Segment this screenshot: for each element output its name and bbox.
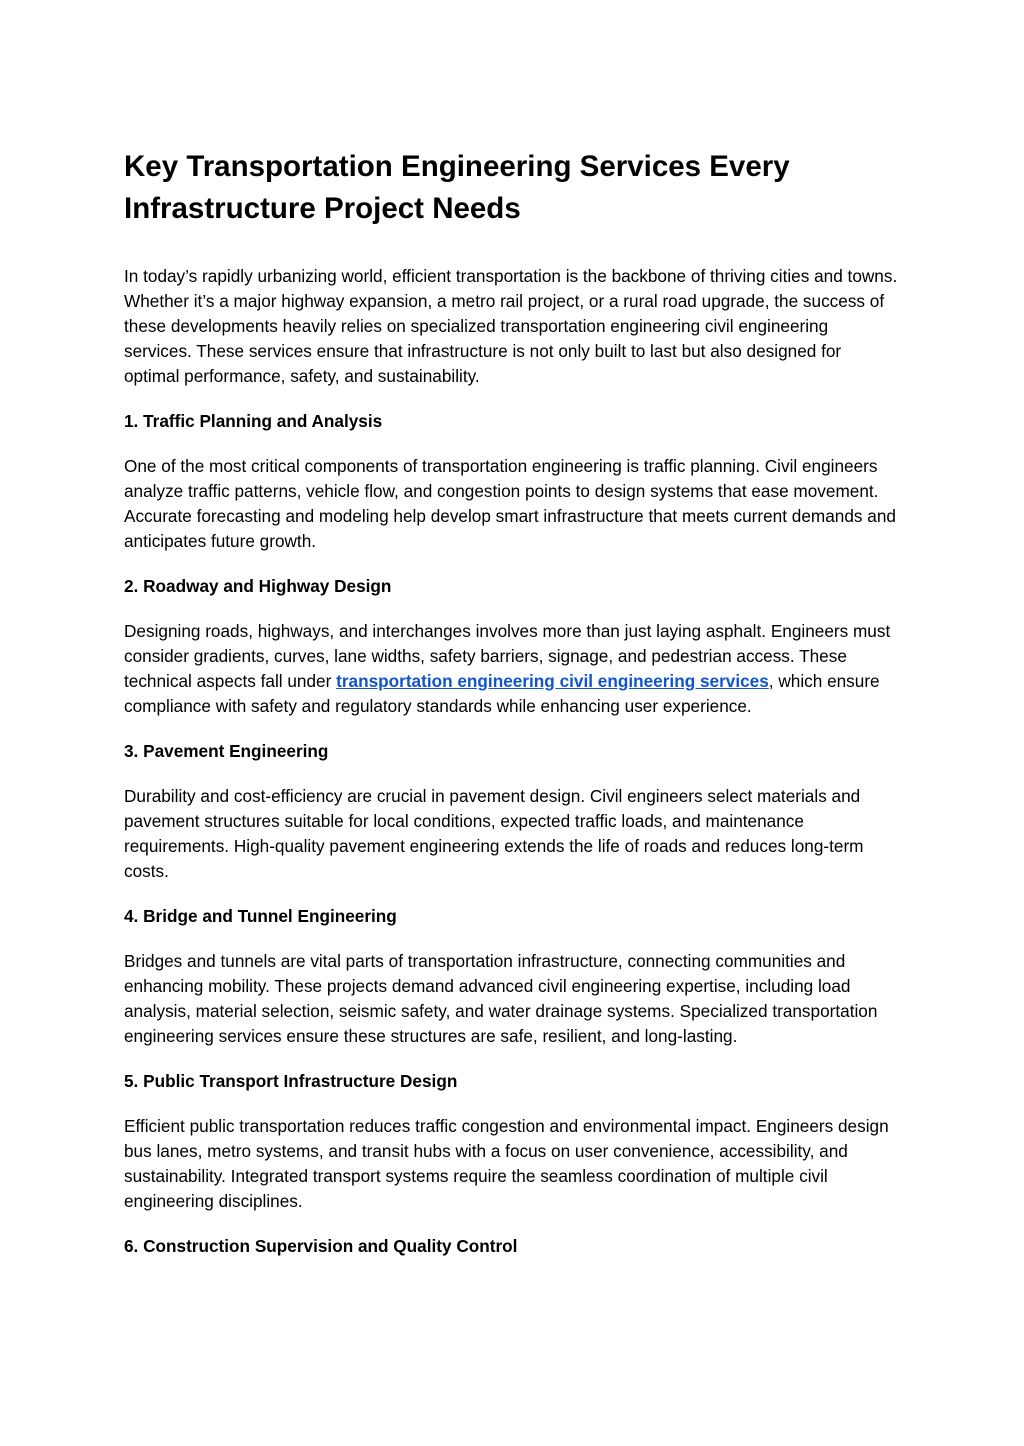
section-heading-bridge-tunnel: 4. Bridge and Tunnel Engineering (124, 906, 397, 926)
section-heading-public-transport: 5. Public Transport Infrastructure Design (124, 1071, 458, 1091)
intro-paragraph: In today’s rapidly urbanizing world, efficient transportation is the backbone of thriving cities and towns. Whether it’s a major highway expansion, a metro rail project, or a rural road upgrade, the success of these developments heavily relies on specialized transportation engineering civil engineering services. These services ensure that infrastructure is not only built to last but also designed for optimal performance, safety, and sustainability. (124, 266, 898, 386)
document-page (124, 146, 900, 1279)
document-title: Key Transportation Engineering Services Every Infrastructure Project Needs (124, 150, 790, 225)
section-heading-pavement: 3. Pavement Engineering (124, 741, 329, 761)
section-heading-traffic-planning: 1. Traffic Planning and Analysis (124, 411, 383, 431)
section-heading-roadway-design: 2. Roadway and Highway Design (124, 576, 392, 596)
roadway-text-before: Designing roads, highways, and interchanges involves more than just laying asphalt. Engineers must consider gradients, curves, lane widths, safety barriers, signage, and pedestrian access. These technical aspects fall under (124, 621, 891, 691)
section-text-pavement: Durability and cost-efficiency are crucial in pavement design. Civil engineers select materials and pavement structures suitable for local conditions, expected traffic loads, and maintenance requirements. High-quality pavement engineering extends the life of roads and reduces long-term costs. (124, 786, 864, 881)
section-text-public-transport: Efficient public transportation reduces traffic congestion and environmental impact. Engineers design bus lanes, metro systems, and transit hubs with a focus on user convenience, accessibility, and sustainability. Integrated transport systems require the seamless coordination of multiple civil engineering disciplines. (124, 1116, 889, 1211)
section-text-bridge-tunnel: Bridges and tunnels are vital parts of transportation infrastructure, connecting communities and enhancing mobility. These projects demand advanced civil engineering expertise, including load analysis, material selection, seismic safety, and water drainage systems. Specialized transportation engineering services ensure these structures are safe, resilient, and long-lasting. (124, 951, 878, 1046)
section-text-roadway-design (124, 619, 900, 719)
section-heading-construction-supervision: 6. Construction Supervision and Quality Control (124, 1236, 518, 1256)
transportation-services-link[interactable]: transportation engineering civil engineering services (336, 671, 769, 691)
roadway-text-after: , which ensure compliance with safety and regulatory standards while enhancing user experience. (124, 671, 880, 716)
section-text-traffic-planning: One of the most critical components of transportation engineering is traffic planning. Civil engineers analyze traffic patterns, vehicle flow, and congestion points to design systems that ease movement. Accurate forecasting and modeling help develop smart infrastructure that meets current demands and anticipates future growth. (124, 456, 896, 551)
